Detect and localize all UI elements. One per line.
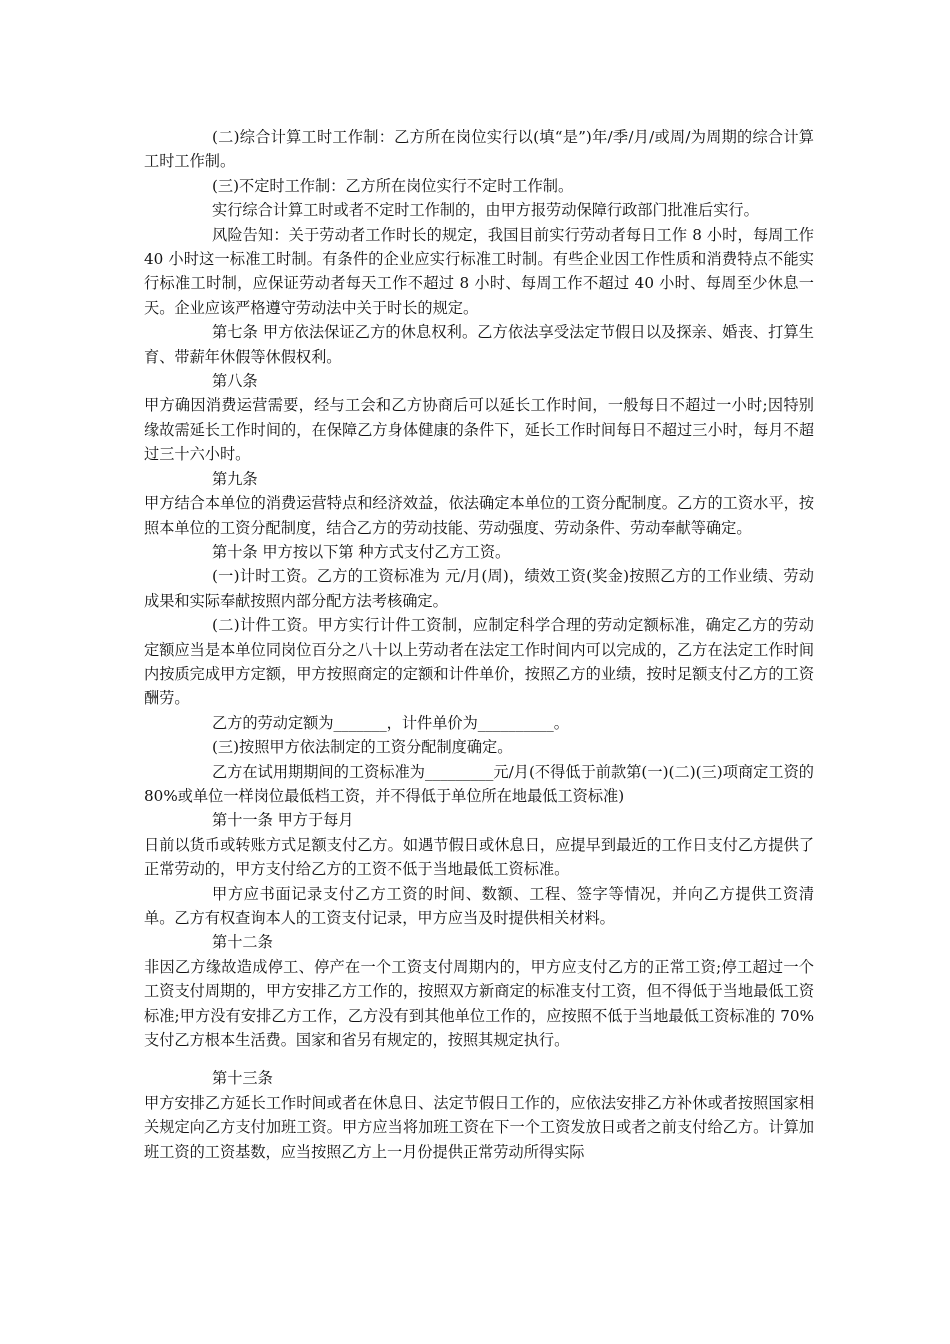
paragraph: (二)计件工资。甲方实行计件工资制，应制定科学合理的劳动定额标准，确定乙方的劳动定额应当是本单位同岗位百分之八十以上劳动者在法定工作时间内可以完成的，乙方在法定工作时间内按质完成甲方定额，甲方按照商定的定额和计件单价，按照乙方的业绩，按时足额支付乙方的工资酬劳。: [144, 616, 814, 708]
article-9-heading: 第九条: [212, 469, 258, 488]
article-13-heading: 第十三条: [212, 1069, 273, 1088]
paragraph: 甲方结合本单位的消费运营特点和经济效益，依法确定本单位的工资分配制度。乙方的工资水平，按照本单位的工资分配制度，结合乙方的劳动技能、劳动强度、劳动条件、劳动奉献等确定。: [144, 494, 814, 537]
paragraph: 日前以货币或转账方式足额支付乙方。如遇节假日或休息日，应提早到最近的工作日支付乙方提供了正常劳动的，甲方支付给乙方的工资不低于当地最低工资标准。: [144, 835, 814, 879]
paragraph: 甲方确因消费运营需要，经与工会和乙方协商后可以延长工作时间，一般每日不超过一小时;因特别缘故需延长工作时间的，在保障乙方身体健康的条件下，延长工作时间每日不超过三小时，每月不超过三十六小时。: [144, 396, 814, 464]
paragraph: 乙方在试用期期间的工资标准为_________元/月(不得低于前款第(一)(二)(三)项商定工资的 80%或单位一样岗位最低档工资，并不得低于单位所在地最低工资标准): [144, 762, 814, 805]
article-7: 第七条 甲方依法保证乙方的休息权利。乙方依法享受法定节假日以及探亲、婚丧、打算生育、带薪年休假等休假权利。: [144, 323, 814, 366]
document-body: [144, 125, 814, 1164]
paragraph: (三)不定时工作制：乙方所在岗位实行不定时工作制。: [212, 176, 574, 195]
paragraph: 实行综合计算工时或者不定时工作制的，由甲方报劳动保障行政部门批准后实行。: [212, 201, 759, 220]
paragraph: (一)计时工资。乙方的工资标准为 元/月(周)，绩效工资(奖金)按照乙方的工作业绩、劳动成果和实际奉献按照内部分配方法考核确定。: [144, 567, 814, 610]
article-10-heading: 第十条 甲方按以下第 种方式支付乙方工资。: [212, 542, 511, 561]
paragraph: 甲方应书面记录支付乙方工资的时间、数额、工程、签字等情况，并向乙方提供工资清单。乙方有权查询本人的工资支付记录，甲方应当及时提供相关材料。: [144, 884, 814, 927]
article-11-heading: 第十一条 甲方于每月: [212, 811, 354, 830]
paragraph: 乙方的劳动定额为_______，计件单价为__________。: [212, 713, 569, 732]
paragraph: (三)按照甲方依法制定的工资分配制度确定。: [212, 738, 513, 757]
article-12-heading: 第十二条: [212, 933, 273, 952]
paragraph: 甲方安排乙方延长工作时间或者在休息日、法定节假日工作的，应依法安排乙方补休或者按照国家相关规定向乙方支付加班工资。甲方应当将加班工资在下一个工资发放日或者之前支付给乙方。计算加班工资的工资基数，应当按照乙方上一月份提供正常劳动所得实际: [144, 1093, 814, 1161]
paragraph: 非因乙方缘故造成停工、停产在一个工资支付周期内的，甲方应支付乙方的正常工资;停工超过一个工资支付周期的，甲方安排乙方工作的，按照双方新商定的标准支付工资，但不得低于当地最低工资标准;甲方没有安排乙方工作，乙方没有到其他单位工作的，应按照不低于当地最低工资标准的 70%支付乙方根本生活费。国家和省另有规定的，按照其规定执行。: [144, 957, 814, 1050]
article-8-heading: 第八条: [212, 372, 258, 391]
paragraph: 风险告知：关于劳动者工作时长的规定，我国目前实行劳动者每日工作 8 小时，每周工作 40 小时这一标准工时制。有条件的企业应实行标准工时制。有些企业因工作性质和消费特点不能实行标准工时制，应保证劳动者每天工作不超过 8 小时、每周工作不超过 40 小时、每周至少休息一天。企业应该严格遵守劳动法中关于时长的规定。: [144, 225, 814, 317]
paragraph: (二)综合计算工时工作制：乙方所在岗位实行以(填“是”)年/季/月/或周/为周期的综合计算工时工作制。: [144, 128, 814, 171]
